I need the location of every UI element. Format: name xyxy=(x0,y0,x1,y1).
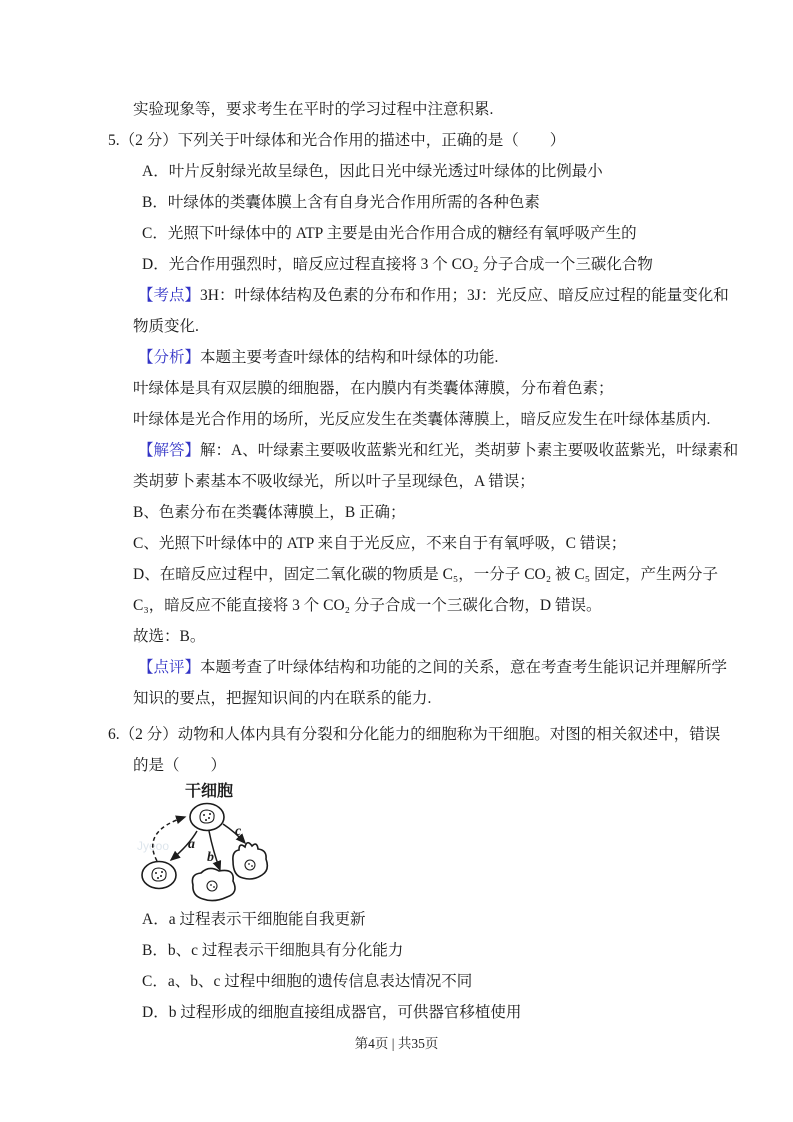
analysis-line xyxy=(108,342,708,373)
arrow-c-label: c xyxy=(235,824,242,839)
question-6-option-d: D．b 过程形成的细胞直接组成器官，可供器官移植使用 xyxy=(142,1004,522,1021)
solution-line-6: C₃，暗反应不能直接将 3 个 CO₂ 分子合成一个三碳化合物，D 错误。 xyxy=(133,597,602,614)
exam-points-line xyxy=(108,280,729,311)
watermark: Jyeoo xyxy=(137,839,170,853)
arrow-a-label: a xyxy=(188,837,195,852)
exam-points-tag: 【考点】 xyxy=(138,287,201,304)
question-5-option-c: C．光照下叶绿体中的 ATP 主要是由光合作用合成的糖经有氧呼吸产生的 xyxy=(142,225,637,242)
question-5-option-b: B．叶绿体的类囊体膜上含有自身光合作用所需的各种色素 xyxy=(142,194,540,211)
stem-cell-diagram-svg xyxy=(135,781,295,904)
stem-cell xyxy=(190,804,224,831)
arrow-c xyxy=(223,824,245,843)
previous-answer-tail: 实验现象等，要求考生在平时的学习过程中注意积累. xyxy=(133,101,494,118)
answer-choice-line: 故选：B。 xyxy=(133,628,206,645)
stem-cell-nucleus xyxy=(200,810,214,823)
question-6-option-b: B．b、c 过程表示干细胞具有分化能力 xyxy=(142,942,404,959)
comment-tag: 【点评】 xyxy=(138,659,201,676)
question-6-option-c: C．a、b、c 过程中细胞的遗传信息表达情况不同 xyxy=(142,973,473,990)
differentiated-cell-c-nucleus xyxy=(245,860,255,870)
analysis-tag: 【分析】 xyxy=(138,349,201,366)
arrow-b-label: b xyxy=(207,850,214,865)
page-footer: 第4页 | 共35页 xyxy=(354,1036,439,1051)
question-6-title: 6.（2 分）动物和人体内具有分裂和分化能力的细胞称为干细胞。对图的相关叙述中，错误 xyxy=(108,726,721,743)
question-5-title: 5.（2 分）下列关于叶绿体和光合作用的描述中，正确的是（ ） xyxy=(108,132,566,149)
differentiated-cell-b-nucleus xyxy=(207,881,217,891)
exam-points-text: 3H：叶绿体结构及色素的分布和作用；3J：光反应、暗反应过程的能量变化和 xyxy=(200,287,729,304)
self-renewal-return-arrow xyxy=(153,817,185,861)
solution-line-2: 类胡萝卜素基本不吸收绿光，所以叶子呈现绿色，A 错误； xyxy=(133,473,535,490)
daughter-stem-cell-nucleus xyxy=(152,868,166,881)
question-6-option-a: A．a 过程表示干细胞能自我更新 xyxy=(142,911,366,928)
solution-line-4: C、光照下叶绿体中的 ATP 来自于光反应，不来自于有氧呼吸，C 错误； xyxy=(133,535,627,552)
question-5-option-a: A．叶片反射绿光故呈绿色，因此日光中绿光透过叶绿体的比例最小 xyxy=(142,163,603,180)
solution-line-3: B、色素分布在类囊体薄膜上，B 正确； xyxy=(133,504,406,521)
differentiated-cell-c xyxy=(233,843,267,879)
comment-line xyxy=(108,652,728,683)
analysis-line-3: 叶绿体是光合作用的场所，光反应发生在类囊体薄膜上，暗反应发生在叶绿体基质内. xyxy=(133,411,711,428)
analysis-text: 本题主要考查叶绿体的结构和叶绿体的功能. xyxy=(200,349,499,366)
diagram-title: 干细胞 xyxy=(184,783,234,800)
page-content xyxy=(108,94,739,1028)
differentiated-cell-b xyxy=(192,868,235,900)
daughter-stem-cell xyxy=(142,862,176,889)
question-6-title-continuation: 的是（ ） xyxy=(133,757,227,774)
solution-line xyxy=(108,435,739,466)
question-5-option-d: D．光合作用强烈时，暗反应过程直接将 3 个 CO₂ 分子合成一个三碳化合物 xyxy=(142,256,653,273)
solution-line-5: D、在暗反应过程中，固定二氧化碳的物质是 C₅，一分子 CO₂ 被 C₅ 固定，产生两分子 xyxy=(133,566,718,583)
solution-text: 解：A、叶绿素主要吸收蓝紫光和红光，类胡萝卜素主要吸收蓝紫光，叶绿素和 xyxy=(200,442,739,459)
exam-points-continuation: 物质变化. xyxy=(133,318,199,335)
solution-tag: 【解答】 xyxy=(138,442,201,459)
stem-cell-diagram xyxy=(135,781,295,904)
comment-text: 本题考查了叶绿体结构和功能的之间的关系，意在考查考生能识记并理解所学 xyxy=(200,659,728,676)
analysis-line-2: 叶绿体是具有双层膜的细胞器，在内膜内有类囊体薄膜，分布着色素； xyxy=(133,380,614,397)
comment-line-2: 知识的要点，把握知识间的内在联系的能力. xyxy=(133,690,432,707)
